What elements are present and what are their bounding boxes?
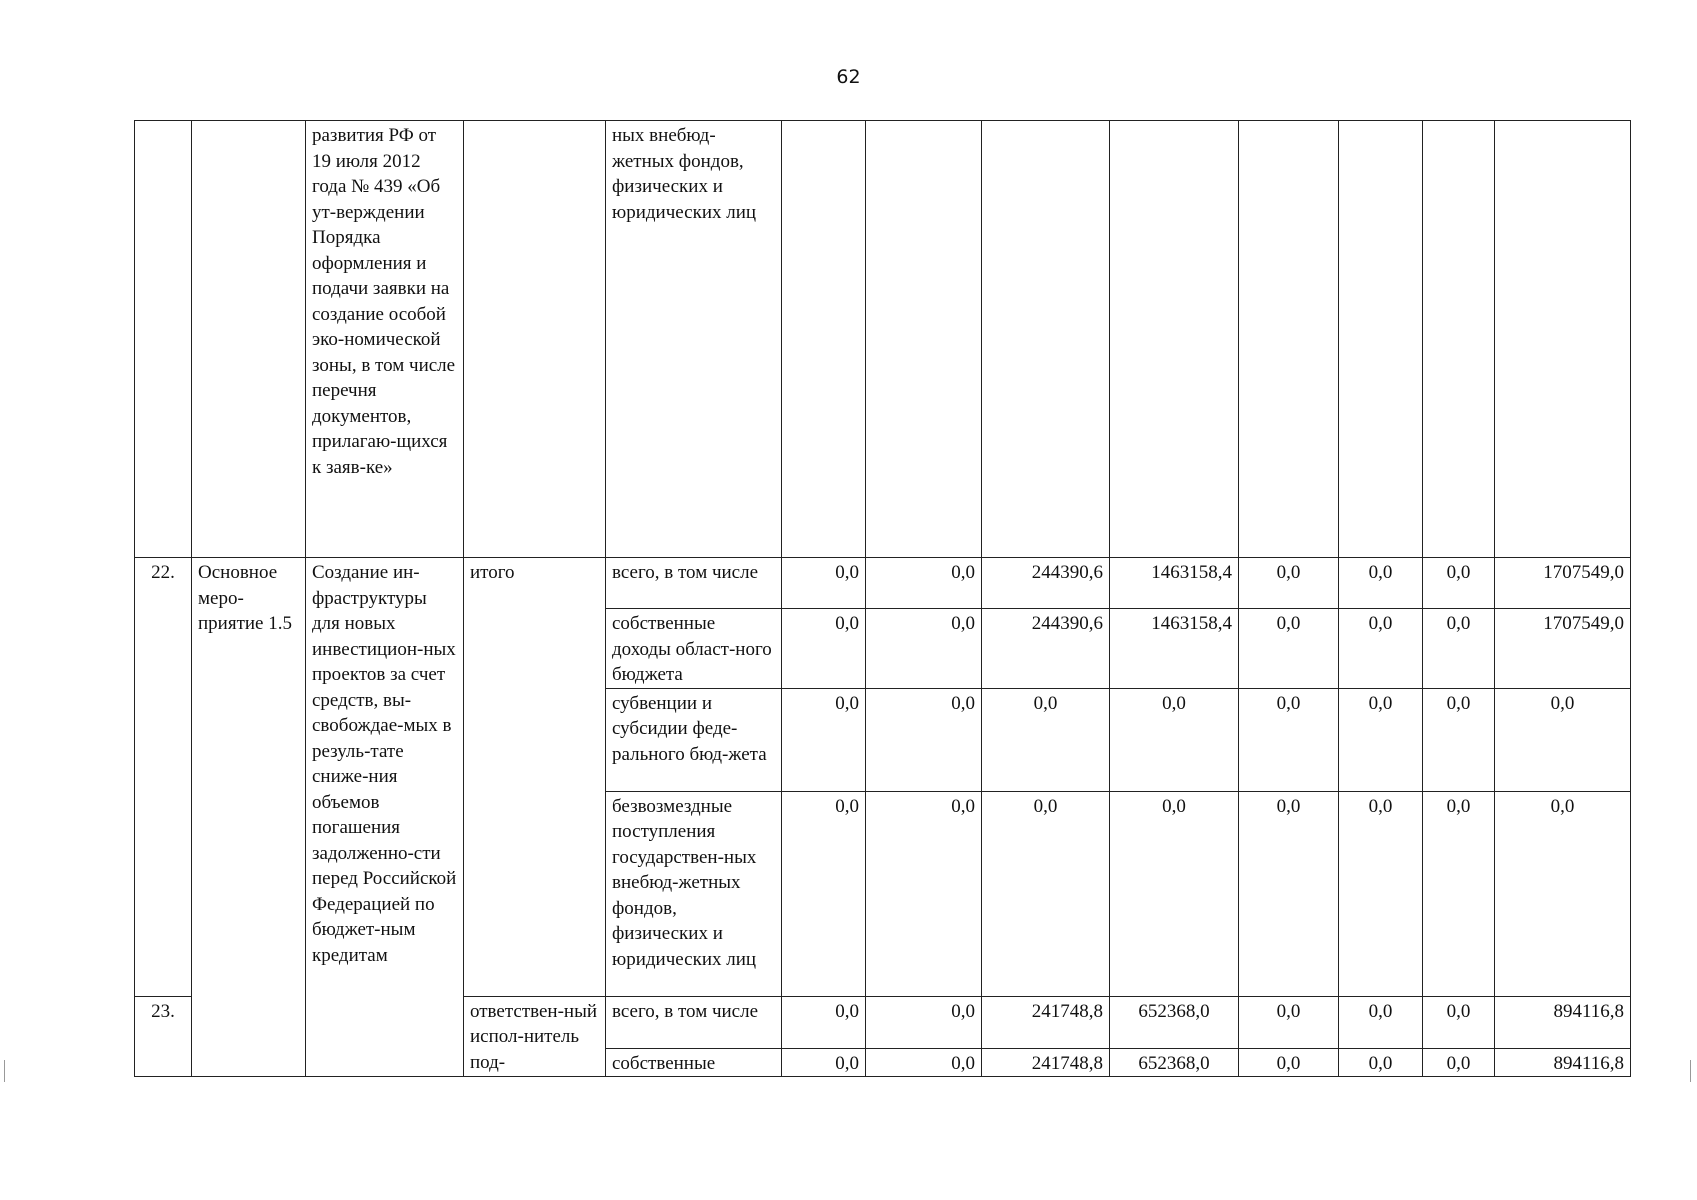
value-cell: 0,0 (1339, 1048, 1423, 1077)
total-cell: 0,0 (1495, 791, 1631, 996)
value-cell: 0,0 (1423, 1048, 1495, 1077)
total-cell: 1707549,0 (1495, 609, 1631, 689)
budget-table (134, 120, 1631, 1077)
scan-margin-mark (4, 1060, 5, 1082)
source-cell: ных внебюд-жетных фондов, физических и юридических лиц (606, 121, 782, 558)
value-cell: 652368,0 (1110, 996, 1239, 1048)
value-cell: 0,0 (782, 558, 866, 609)
value-cell: 1463158,4 (1110, 558, 1239, 609)
value-cell: 1463158,4 (1110, 609, 1239, 689)
total-cell: 0,0 (1495, 688, 1631, 791)
value-cell: 0,0 (782, 791, 866, 996)
value-cell: 0,0 (866, 791, 982, 996)
funding-source: собственные доходы област-ного бюджета (606, 609, 782, 689)
total-cell: 894116,8 (1495, 1048, 1631, 1077)
index-cell (135, 121, 192, 558)
value-cell: 0,0 (1423, 609, 1495, 689)
value-cell: 0,0 (1239, 996, 1339, 1048)
continuation-row (135, 121, 1631, 558)
value-cell: 0,0 (866, 1048, 982, 1077)
scan-margin-mark (1690, 1060, 1691, 1082)
executor-cell: ответствен-ный испол-нитель под- (464, 996, 606, 1077)
table-row (135, 558, 1631, 609)
page-number: 62 (836, 66, 861, 88)
funding-source: всего, в том числе (606, 558, 782, 609)
value-cell: 0,0 (982, 791, 1110, 996)
value-cell: 241748,8 (982, 1048, 1110, 1077)
value-cell: 0,0 (866, 688, 982, 791)
value-cell: 0,0 (982, 688, 1110, 791)
name-cell (192, 121, 306, 558)
value-cell: 0,0 (1110, 688, 1239, 791)
executor-cell (464, 121, 606, 558)
value-cell: 0,0 (782, 1048, 866, 1077)
value-cell: 0,0 (1423, 688, 1495, 791)
value-cell: 0,0 (1239, 1048, 1339, 1077)
basis-cell: развития РФ от 19 июля 2012 года № 439 «Об ут-верждении Порядка оформления и подачи заявки на создание особой эко-номической зоны, в том числе перечня документов, прилагаю-щихся к заяв-ке» (306, 121, 464, 558)
measure-name: Основное меро-приятие 1.5 (192, 558, 306, 1077)
row-index: 23. (135, 996, 192, 1077)
row-index: 22. (135, 558, 192, 997)
total-cell: 894116,8 (1495, 996, 1631, 1048)
value-cell: 0,0 (1239, 609, 1339, 689)
funding-source: безвозмездные поступления государствен-ных внебюд-жетных фондов, физических и юридических лиц (606, 791, 782, 996)
value-cell: 0,0 (1339, 791, 1423, 996)
value-cell: 0,0 (782, 688, 866, 791)
value-cell: 244390,6 (982, 609, 1110, 689)
value-cell: 0,0 (1339, 558, 1423, 609)
value-cell: 0,0 (866, 996, 982, 1048)
value-cell: 0,0 (1239, 688, 1339, 791)
executor-cell: итого (464, 558, 606, 997)
funding-source: всего, в том числе (606, 996, 782, 1048)
value-cell: 0,0 (1239, 558, 1339, 609)
value-cell: 0,0 (1423, 558, 1495, 609)
value-cell: 0,0 (782, 996, 866, 1048)
total-cell: 1707549,0 (1495, 558, 1631, 609)
value-cell: 652368,0 (1110, 1048, 1239, 1077)
funding-source: субвенции и субсидии феде-рального бюд-жета (606, 688, 782, 791)
value-cell: 0,0 (1339, 688, 1423, 791)
value-cell: 0,0 (1339, 609, 1423, 689)
funding-source: собственные (606, 1048, 782, 1077)
value-cell: 241748,8 (982, 996, 1110, 1048)
value-cell: 0,0 (1423, 996, 1495, 1048)
value-cell: 244390,6 (982, 558, 1110, 609)
value-cell: 0,0 (866, 609, 982, 689)
value-cell: 0,0 (866, 558, 982, 609)
value-cell: 0,0 (1423, 791, 1495, 996)
measure-basis: Создание ин-фраструктуры для новых инвестицион-ных проектов за счет средств, вы-свобождае-мых в резуль-тате сниже-ния объемов погашения задолженно-сти перед Российской Федерацией по бюджет-ным кредитам (306, 558, 464, 1077)
value-cell: 0,0 (782, 609, 866, 689)
value-cell: 0,0 (1110, 791, 1239, 996)
value-cell: 0,0 (1239, 791, 1339, 996)
value-cell: 0,0 (1339, 996, 1423, 1048)
